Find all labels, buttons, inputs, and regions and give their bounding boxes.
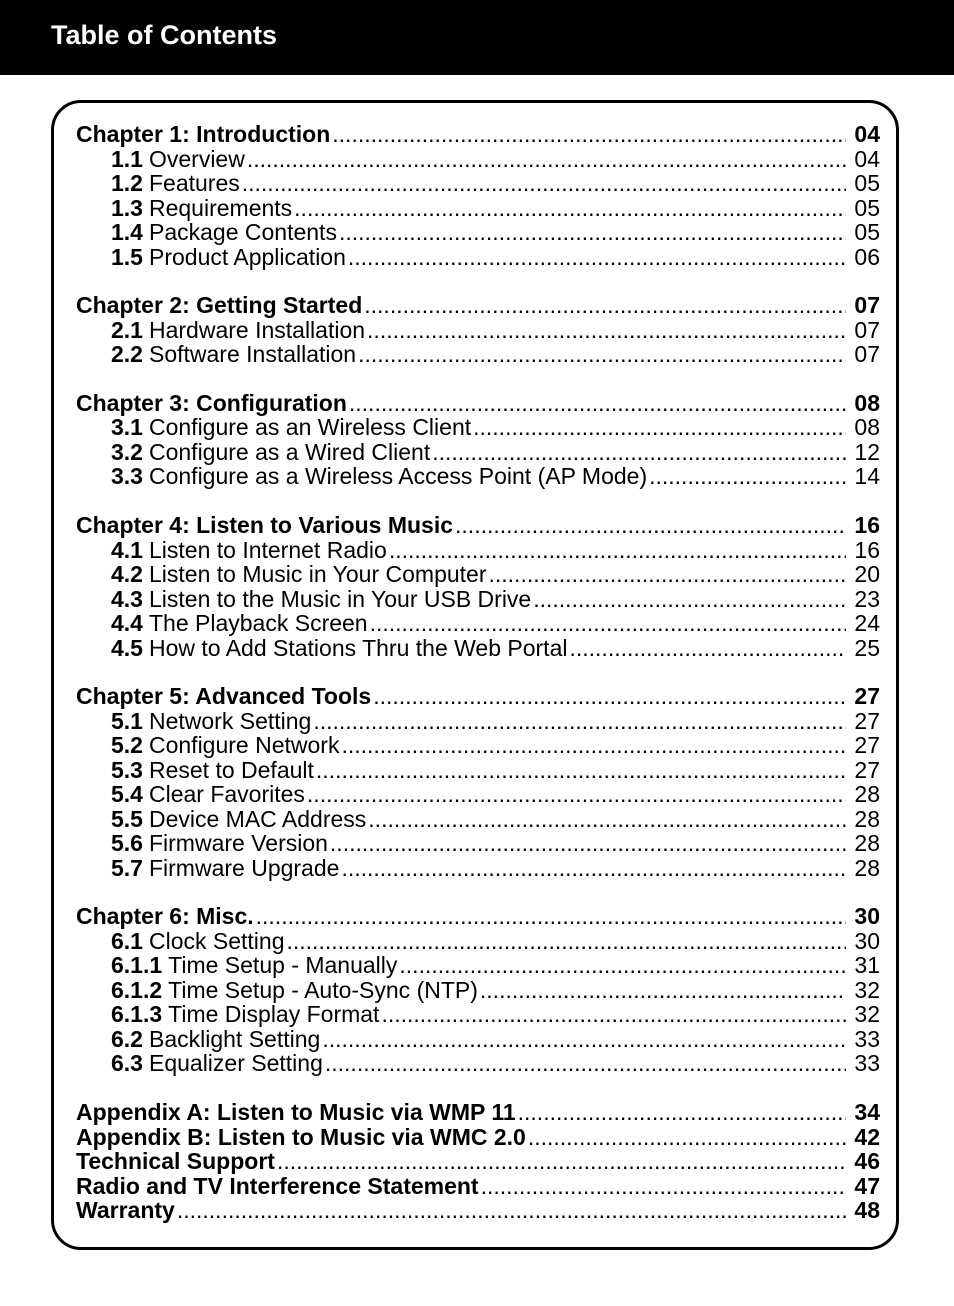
dot-leader bbox=[348, 245, 846, 270]
toc-section-entry[interactable] bbox=[76, 440, 880, 465]
section-number: 6.1.3 bbox=[111, 1001, 163, 1028]
dot-leader bbox=[287, 929, 847, 954]
chapter-title: Chapter 2: Getting Started bbox=[76, 292, 363, 319]
dot-leader bbox=[247, 147, 846, 172]
section-title: Configure Network bbox=[148, 732, 340, 759]
toc-section-entry[interactable] bbox=[76, 636, 880, 661]
dot-leader bbox=[373, 684, 846, 709]
section-number: 6.1.1 bbox=[111, 952, 163, 979]
dot-leader bbox=[489, 562, 847, 587]
header-bar bbox=[0, 0, 954, 75]
chapter-title: Chapter 3: Configuration bbox=[76, 389, 347, 416]
section-number: 5.3 bbox=[111, 756, 143, 783]
page-number: 06 bbox=[854, 243, 880, 270]
section-title: Clear Favorites bbox=[148, 781, 305, 808]
toc-section-entry[interactable] bbox=[76, 196, 880, 221]
toc-section-entry[interactable] bbox=[76, 464, 880, 489]
toc-section-entry[interactable] bbox=[76, 953, 880, 978]
toc-section-entry[interactable] bbox=[76, 538, 880, 563]
dot-leader bbox=[277, 1149, 846, 1174]
toc-section-entry[interactable] bbox=[76, 415, 880, 440]
toc-section-entry[interactable] bbox=[76, 318, 880, 343]
chapter-title: Chapter 4: Listen to Various Music bbox=[76, 512, 454, 539]
page-number: 23 bbox=[854, 585, 880, 612]
toc-chapter-entry[interactable] bbox=[76, 293, 880, 318]
section-number: 6.1 bbox=[111, 927, 143, 954]
chapter-title: Chapter 1: Introduction bbox=[76, 121, 331, 147]
section-number: 4.1 bbox=[111, 536, 143, 563]
section-number: 2.2 bbox=[111, 341, 143, 368]
section-title: Features bbox=[148, 170, 240, 196]
dot-leader bbox=[325, 1051, 846, 1076]
section-title: Overview bbox=[148, 145, 245, 172]
chapter-title: Appendix B: Listen to Music via WMC 2.0 bbox=[76, 1123, 526, 1150]
section-title: Clock Setting bbox=[148, 927, 285, 954]
dot-leader bbox=[316, 758, 846, 783]
section-number: 5.1 bbox=[111, 707, 143, 734]
section-title: How to Add Stations Thru the Web Portal bbox=[148, 634, 568, 661]
page-number: 28 bbox=[854, 830, 880, 857]
toc-section-entry[interactable] bbox=[76, 831, 880, 856]
toc-section-entry[interactable] bbox=[76, 856, 880, 881]
page-number: 33 bbox=[854, 1025, 880, 1052]
page-number: 20 bbox=[854, 561, 880, 588]
section-title: Time Display Format bbox=[168, 1001, 380, 1028]
page-number: 24 bbox=[854, 610, 880, 637]
dot-leader bbox=[518, 1100, 846, 1125]
dot-leader bbox=[322, 1027, 846, 1052]
section-number: 5.6 bbox=[111, 830, 143, 857]
toc-section-entry[interactable] bbox=[76, 709, 880, 734]
page-number: 16 bbox=[854, 512, 880, 539]
section-title: Reset to Default bbox=[148, 756, 314, 783]
page-number: 30 bbox=[854, 903, 880, 930]
page-number: 31 bbox=[854, 952, 880, 979]
section-number: 4.5 bbox=[111, 634, 143, 661]
page-number: 07 bbox=[854, 292, 880, 319]
dot-leader bbox=[432, 440, 846, 465]
section-title: The Playback Screen bbox=[148, 610, 368, 637]
page-number: 05 bbox=[854, 170, 880, 196]
dot-leader bbox=[330, 831, 846, 856]
section-number: 6.2 bbox=[111, 1025, 143, 1052]
toc-chapter-entry[interactable] bbox=[76, 391, 880, 416]
dot-leader bbox=[364, 293, 846, 318]
toc-section-entry[interactable] bbox=[76, 733, 880, 758]
page-number: 27 bbox=[854, 732, 880, 759]
section-number: 4.2 bbox=[111, 561, 143, 588]
page-number: 47 bbox=[854, 1172, 880, 1199]
toc-section-entry[interactable] bbox=[76, 758, 880, 783]
toc-chapter-entry[interactable] bbox=[76, 1174, 880, 1199]
section-number: 1.2 bbox=[111, 170, 143, 196]
dot-leader bbox=[368, 807, 846, 832]
page-number: 27 bbox=[854, 756, 880, 783]
page-number: 32 bbox=[854, 976, 880, 1003]
dot-leader bbox=[256, 904, 846, 929]
toc-list bbox=[76, 122, 880, 1223]
page-number: 27 bbox=[854, 707, 880, 734]
page-number: 07 bbox=[854, 341, 880, 368]
section-number: 1.3 bbox=[111, 194, 143, 221]
page-number: 48 bbox=[854, 1197, 880, 1224]
section-number: 5.2 bbox=[111, 732, 143, 759]
dot-leader bbox=[358, 342, 846, 367]
dot-leader bbox=[649, 464, 846, 489]
page-number: 28 bbox=[854, 805, 880, 832]
toc-section-entry[interactable] bbox=[76, 220, 880, 245]
toc-section-entry[interactable] bbox=[76, 245, 880, 270]
dot-leader bbox=[481, 1174, 846, 1199]
page-number: 27 bbox=[854, 683, 880, 710]
chapter-title: Technical Support bbox=[76, 1148, 275, 1175]
toc-section-entry[interactable] bbox=[76, 782, 880, 807]
chapter-title: Warranty bbox=[76, 1197, 175, 1224]
toc-section-entry[interactable] bbox=[76, 929, 880, 954]
section-title: Backlight Setting bbox=[148, 1025, 321, 1052]
section-title: Network Setting bbox=[148, 707, 312, 734]
section-title: Configure as an Wireless Client bbox=[148, 414, 472, 441]
dot-leader bbox=[177, 1198, 846, 1223]
toc-chapter-entry[interactable] bbox=[76, 122, 880, 147]
section-number: 3.2 bbox=[111, 438, 143, 465]
section-title: Requirements bbox=[148, 194, 293, 221]
section-title: Time Setup - Manually bbox=[168, 952, 398, 979]
dot-leader bbox=[349, 391, 846, 416]
section-number: 4.4 bbox=[111, 610, 143, 637]
toc-chapter-entry[interactable] bbox=[76, 1125, 880, 1150]
section-number: 6.3 bbox=[111, 1050, 143, 1077]
dot-leader bbox=[307, 782, 846, 807]
section-number: 4.3 bbox=[111, 585, 143, 612]
page-number: 05 bbox=[854, 194, 880, 221]
dot-leader bbox=[339, 220, 846, 245]
dot-leader bbox=[569, 636, 846, 661]
dot-leader bbox=[370, 611, 846, 636]
section-title: Equalizer Setting bbox=[148, 1050, 323, 1077]
dot-leader bbox=[341, 856, 846, 881]
page-number: 14 bbox=[854, 463, 880, 490]
section-title: Product Application bbox=[148, 243, 346, 270]
section-number: 6.1.2 bbox=[111, 976, 163, 1003]
toc-section-entry[interactable] bbox=[76, 587, 880, 612]
toc-section-entry[interactable] bbox=[76, 1002, 880, 1027]
toc-section-entry[interactable] bbox=[76, 171, 880, 196]
section-title: Configure as a Wireless Access Point (AP Mode) bbox=[148, 463, 648, 490]
section-number: 3.1 bbox=[111, 414, 143, 441]
section-title: Listen to the Music in Your USB Drive bbox=[148, 585, 532, 612]
toc-section-entry[interactable] bbox=[76, 807, 880, 832]
dot-leader bbox=[533, 587, 846, 612]
section-number: 1.1 bbox=[111, 145, 143, 172]
section-number: 3.3 bbox=[111, 463, 143, 490]
dot-leader bbox=[294, 196, 846, 221]
section-number: 1.4 bbox=[111, 219, 143, 245]
toc-chapter-entry[interactable] bbox=[76, 1198, 880, 1223]
dot-leader bbox=[242, 171, 846, 196]
toc-section-entry[interactable] bbox=[76, 1051, 880, 1076]
page-number: 07 bbox=[854, 316, 880, 343]
section-title: Firmware Version bbox=[148, 830, 328, 857]
dot-leader bbox=[332, 122, 846, 147]
page-number: 32 bbox=[854, 1001, 880, 1028]
section-title: Time Setup - Auto-Sync (NTP) bbox=[168, 976, 478, 1003]
toc-chapter-entry[interactable] bbox=[76, 1149, 880, 1174]
toc-section-entry[interactable] bbox=[76, 1027, 880, 1052]
toc-section-entry[interactable] bbox=[76, 342, 880, 367]
page-number: 33 bbox=[854, 1050, 880, 1077]
section-title: Listen to Music in Your Computer bbox=[148, 561, 487, 588]
chapter-title: Chapter 5: Advanced Tools bbox=[76, 683, 372, 710]
section-title: Software Installation bbox=[148, 341, 357, 368]
page-number: 25 bbox=[854, 634, 880, 661]
page-number: 28 bbox=[854, 854, 880, 881]
chapter-title: Appendix A: Listen to Music via WMP 11 bbox=[76, 1099, 516, 1126]
dot-leader bbox=[528, 1125, 846, 1150]
page-title: Table of Contents bbox=[51, 20, 277, 50]
toc-chapter-entry[interactable] bbox=[76, 513, 880, 538]
dot-leader bbox=[381, 1002, 846, 1027]
page-number: 46 bbox=[854, 1148, 880, 1175]
section-title: Hardware Installation bbox=[148, 316, 366, 343]
toc-chapter-entry[interactable] bbox=[76, 684, 880, 709]
section-number: 1.5 bbox=[111, 243, 143, 270]
page-number: 04 bbox=[854, 145, 880, 172]
chapter-title: Radio and TV Interference Statement bbox=[76, 1172, 479, 1199]
section-number: 5.4 bbox=[111, 781, 143, 808]
dot-leader bbox=[367, 318, 846, 343]
chapter-title: Chapter 6: Misc. bbox=[76, 903, 254, 930]
toc-chapter-entry[interactable] bbox=[76, 1100, 880, 1125]
page-number: 08 bbox=[854, 414, 880, 441]
page-number: 08 bbox=[854, 389, 880, 416]
page-number: 34 bbox=[854, 1099, 880, 1126]
toc-section-entry[interactable] bbox=[76, 562, 880, 587]
dot-leader bbox=[473, 415, 846, 440]
section-title: Firmware Upgrade bbox=[148, 854, 340, 881]
section-title: Package Contents bbox=[148, 219, 337, 245]
dot-leader bbox=[389, 538, 846, 563]
page-number: 04 bbox=[854, 121, 880, 147]
page-number: 42 bbox=[854, 1123, 880, 1150]
section-number: 5.7 bbox=[111, 854, 143, 881]
section-number: 5.5 bbox=[111, 805, 143, 832]
page-number: 05 bbox=[854, 219, 880, 245]
section-title: Device MAC Address bbox=[148, 805, 367, 832]
toc-chapter-entry[interactable] bbox=[76, 904, 880, 929]
dot-leader bbox=[399, 953, 846, 978]
page-number: 30 bbox=[854, 927, 880, 954]
page-number: 28 bbox=[854, 781, 880, 808]
dot-leader bbox=[455, 513, 846, 538]
toc-section-entry[interactable] bbox=[76, 978, 880, 1003]
toc-section-entry[interactable] bbox=[76, 147, 880, 172]
page-number: 16 bbox=[854, 536, 880, 563]
section-title: Configure as a Wired Client bbox=[148, 438, 431, 465]
toc-section-entry[interactable] bbox=[76, 611, 880, 636]
dot-leader bbox=[313, 709, 846, 734]
page-number: 12 bbox=[854, 438, 880, 465]
section-title: Listen to Internet Radio bbox=[148, 536, 387, 563]
dot-leader bbox=[341, 733, 846, 758]
dot-leader bbox=[480, 978, 846, 1003]
section-number: 2.1 bbox=[111, 316, 143, 343]
